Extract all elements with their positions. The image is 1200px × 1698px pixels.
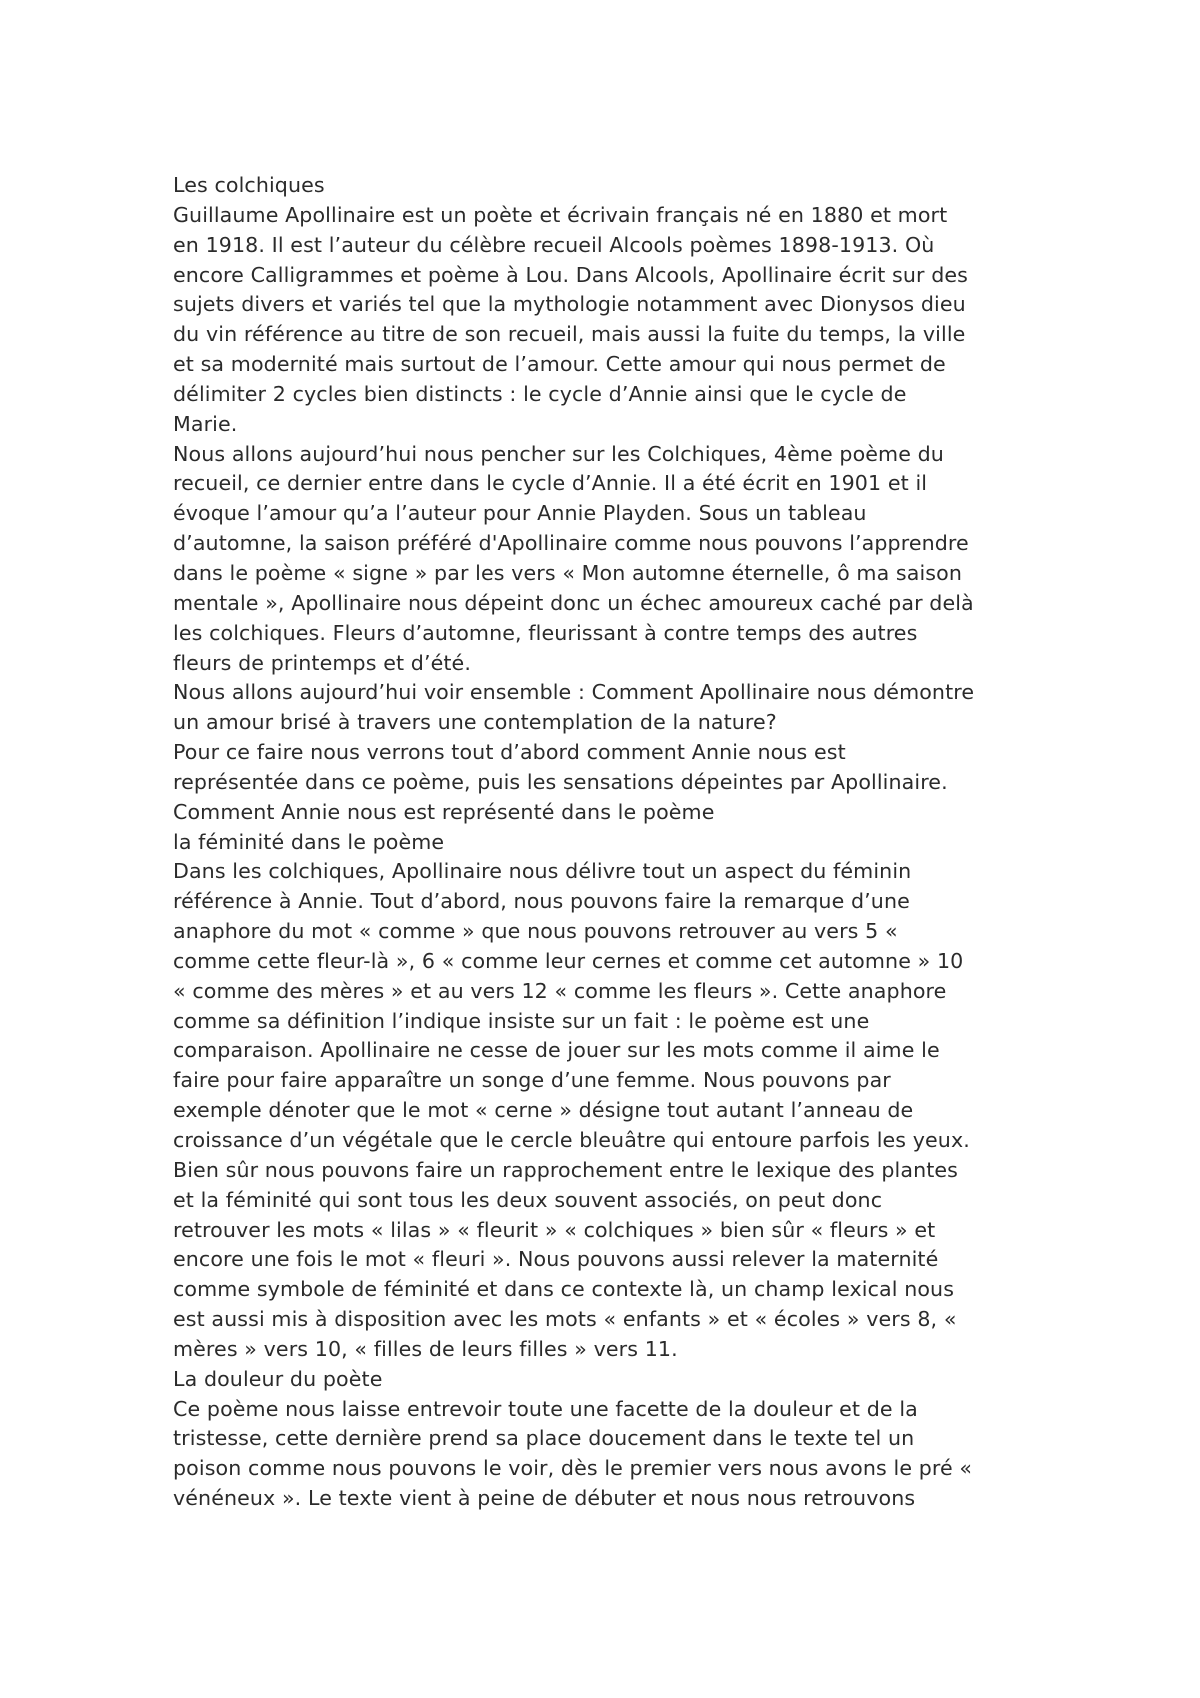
text-line: sujets divers et variés tel que la mythologie notamment avec Dionysos dieu: [173, 292, 966, 317]
text-line: un amour brisé à travers une contemplation de la nature?: [173, 710, 777, 735]
text-line: croissance d’un végétale que le cercle bleuâtre qui entoure parfois les yeux.: [173, 1128, 970, 1152]
text-line: du vin référence au titre de son recueil, mais aussi la fuite du temps, la ville: [173, 322, 966, 347]
text-line: Pour ce faire nous verrons tout d’abord comment Annie nous est: [173, 740, 846, 765]
text-line: Les colchiques: [173, 173, 325, 197]
text-line: mères » vers 10, « filles de leurs filles » vers 11.: [173, 1336, 678, 1361]
text-line: Nous allons aujourd’hui voir ensemble : Comment Apollinaire nous démontre: [173, 680, 975, 705]
document-body: [173, 171, 1053, 1514]
text-line: représentée dans ce poème, puis les sensations dépeintes par Apollinaire.: [173, 769, 948, 794]
text-line: comme sa définition l’indique insiste sur un fait : le poème est une: [173, 1008, 870, 1033]
text-line: les colchiques. Fleurs d’automne, fleurissant à contre temps des autres: [173, 620, 918, 645]
text-line: comme symbole de féminité et dans ce contexte là, un champ lexical nous: [173, 1277, 955, 1302]
text-line: recueil, ce dernier entre dans le cycle d’Annie. Il a été écrit en 1901 et il: [173, 471, 928, 496]
text-line: poison comme nous pouvons le voir, dès le premier vers nous avons le pré «: [173, 1456, 973, 1481]
text-line: en 1918. Il est l’auteur du célèbre recueil Alcools poèmes 1898-1913. Où: [173, 232, 935, 257]
text-line: vénéneux ». Le texte vient à peine de débuter et nous nous retrouvons: [173, 1486, 916, 1511]
text-line: et la féminité qui sont tous les deux souvent associés, on peut donc: [173, 1187, 883, 1212]
text-line: et sa modernité mais surtout de l’amour. Cette amour qui nous permet de: [173, 352, 946, 377]
text-line: La douleur du poète: [173, 1366, 383, 1391]
text-line: comparaison. Apollinaire ne cesse de jouer sur les mots comme il aime le: [173, 1038, 940, 1063]
text-line: Nous allons aujourd’hui nous pencher sur les Colchiques, 4ème poème du: [173, 441, 944, 466]
text-line: Marie.: [173, 411, 238, 436]
text-line: « comme des mères » et au vers 12 « comme les fleurs ». Cette anaphore: [173, 978, 947, 1003]
text-line: d’automne, la saison préféré d'Apollinaire comme nous pouvons l’apprendre: [173, 531, 969, 556]
text-line: est aussi mis à disposition avec les mots « enfants » et « écoles » vers 8, «: [173, 1307, 957, 1332]
text-line: retrouver les mots « lilas » « fleurit » « colchiques » bien sûr « fleurs » et: [173, 1217, 936, 1242]
text-line: Ce poème nous laisse entrevoir toute une facette de la douleur et de la: [173, 1396, 918, 1421]
text-line: dans le poème « signe » par les vers « Mon automne éternelle, ô ma saison: [173, 560, 962, 585]
text-line: anaphore du mot « comme » que nous pouvons retrouver au vers 5 «: [173, 919, 898, 944]
text-line: Guillaume Apollinaire est un poète et écrivain français né en 1880 et mort: [173, 202, 948, 227]
text-line: fleurs de printemps et d’été.: [173, 650, 471, 675]
text-line: Dans les colchiques, Apollinaire nous délivre tout un aspect du féminin: [173, 859, 912, 884]
text-line: encore une fois le mot « fleuri ». Nous pouvons aussi relever la maternité: [173, 1247, 939, 1272]
text-line: encore Calligrammes et poème à Lou. Dans Alcools, Apollinaire écrit sur des: [173, 262, 968, 287]
text-line: faire pour faire apparaître un songe d’une femme. Nous pouvons par: [173, 1068, 891, 1093]
text-line: mentale », Apollinaire nous dépeint donc un échec amoureux caché par delà: [173, 590, 974, 615]
text-line: la féminité dans le poème: [173, 829, 445, 854]
text-line: Comment Annie nous est représenté dans le poème: [173, 799, 715, 824]
text-line: évoque l’amour qu’a l’auteur pour Annie Playden. Sous un tableau: [173, 501, 867, 526]
text-line: exemple dénoter que le mot « cerne » désigne tout autant l’anneau de: [173, 1098, 914, 1123]
text-line: tristesse, cette dernière prend sa place doucement dans le texte tel un: [173, 1426, 915, 1451]
text-line: délimiter 2 cycles bien distincts : le cycle d’Annie ainsi que le cycle de: [173, 381, 907, 406]
text-line: référence à Annie. Tout d’abord, nous pouvons faire la remarque d’une: [173, 889, 910, 914]
text-line: Bien sûr nous pouvons faire un rapprochement entre le lexique des plantes: [173, 1157, 958, 1182]
text-line: comme cette fleur-là », 6 « comme leur cernes et comme cet automne » 10: [173, 948, 964, 973]
